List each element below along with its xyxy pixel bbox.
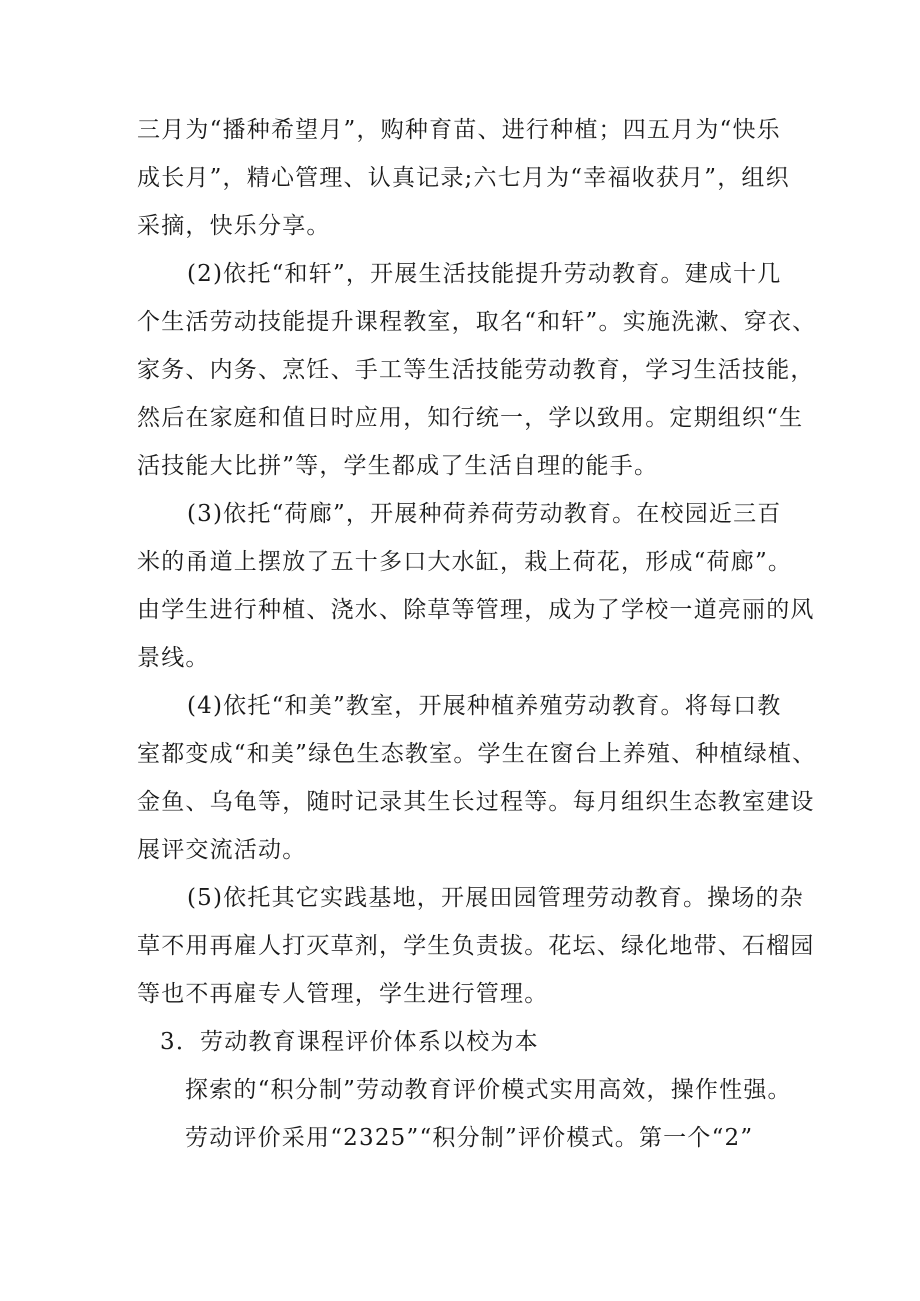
text-line: 等也不再雇专人管理，学生进行管理。 (137, 981, 549, 1007)
text-line: 展评交流活动。 (137, 837, 307, 863)
text-line: 活技能大比拼”等，学生都成了生活自理的能手。 (137, 453, 659, 479)
paragraph-5-start: (5)依托其它实践基地，开展田园管理劳动教育。操场的杂 (187, 885, 804, 911)
text-line: 三月为“播种希望月”，购种育苗、进行种植；四五月为“快乐 (137, 117, 781, 143)
text-line: 金鱼、乌龟等，随时记录其生长过程等。每月组织生态教室建设 (137, 789, 815, 815)
text-line: 由学生进行种植、浇水、除草等管理，成为了学校一道亮丽的风 (137, 597, 815, 623)
text-line: 室都变成“和美”绿色生态教室。学生在窗台上养殖、种植绿植、 (137, 741, 817, 767)
text-line: 探索的“积分制”劳动教育评价模式实用高效，操作性强。 (185, 1077, 792, 1103)
text-line: 劳动评价采用“2325”“积分制”评价模式。第一个“2” (185, 1125, 754, 1151)
paragraph-2-start: (2)依托“和轩”，开展生活技能提升劳动教育。建成十几 (187, 261, 782, 287)
paragraph-4-start: (4)依托“和美”教室，开展种植养殖劳动教育。将每口教 (187, 693, 782, 719)
text-line: 成长月”，精心管理、认真记录;六七月为“幸福收获月”，组织 (137, 165, 790, 191)
text-line: 景线。 (137, 645, 210, 671)
text-line: 家务、内务、烹饪、手工等生活技能劳动教育，学习生活技能， (137, 357, 815, 383)
text-line: 个生活劳动技能提升课程教室，取名“和轩”。实施洗漱、穿衣、 (137, 309, 817, 335)
section-heading: 3．劳动教育课程评价体系以校为本 (160, 1029, 539, 1055)
text-line: 米的甬道上摆放了五十多口大水缸，栽上荷花，形成“荷廊”。 (137, 549, 793, 575)
text-line: 草不用再雇人打灭草剂，学生负责拔。花坛、绿化地带、石榴园 (137, 933, 815, 959)
text-line: 然后在家庭和值日时应用，知行统一，学以致用。定期组织“生 (137, 405, 804, 431)
text-line: 采摘，快乐分享。 (137, 213, 331, 239)
paragraph-3-start: (3)依托“荷廊”，开展种荷养荷劳动教育。在校园近三百 (187, 501, 782, 527)
